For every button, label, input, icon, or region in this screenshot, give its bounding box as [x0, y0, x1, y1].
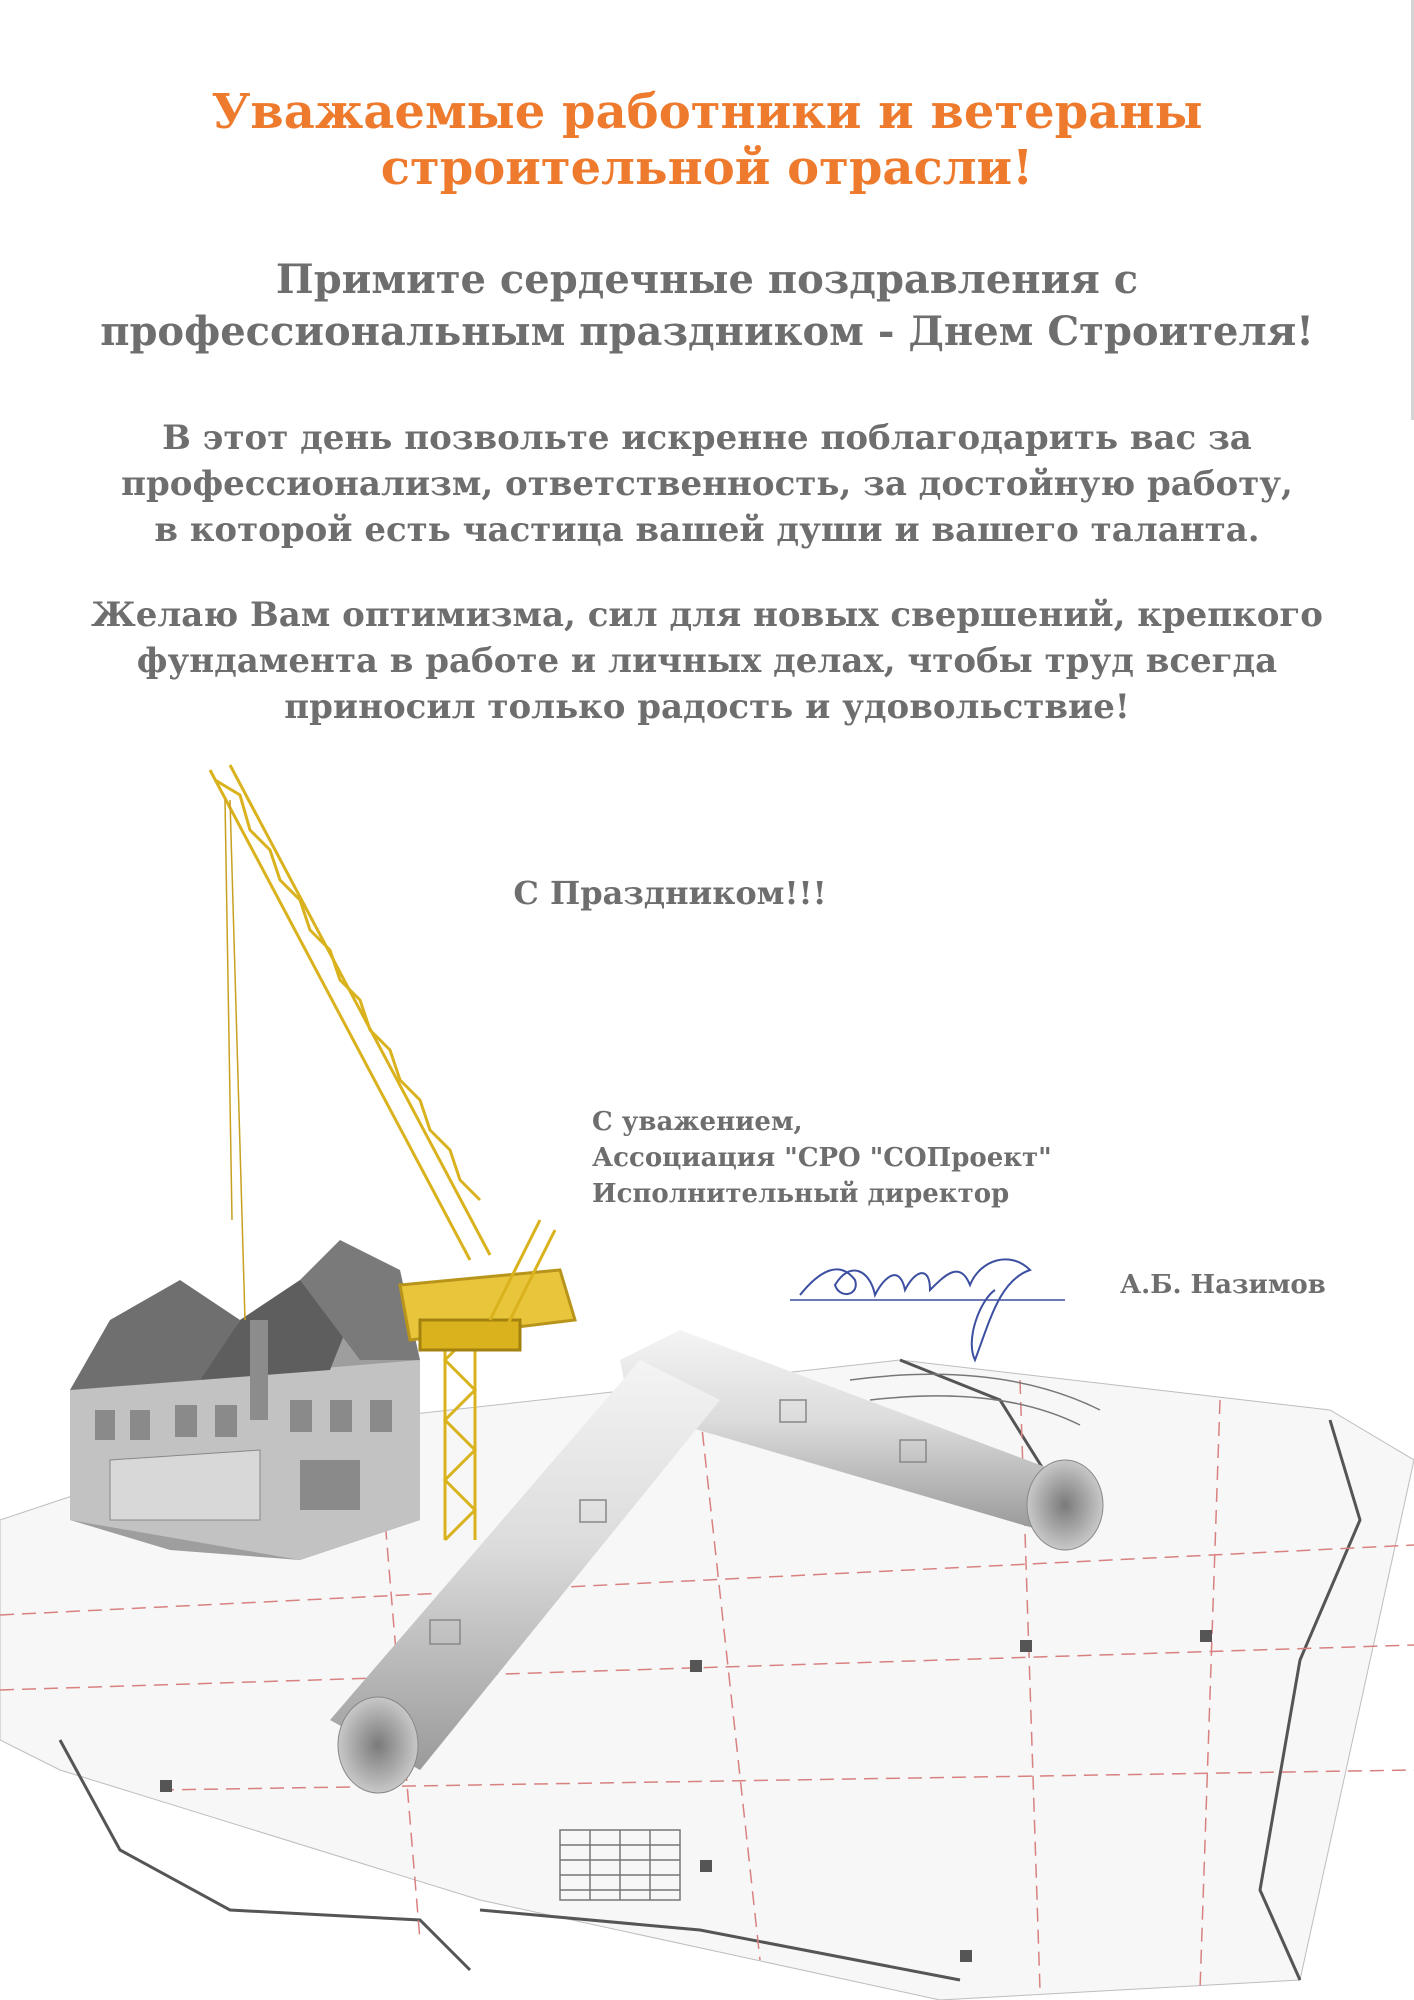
- congratulation-paragraph: [0, 254, 1414, 358]
- house-model-icon: [70, 1240, 420, 1560]
- wishes-line-1: Желаю Вам оптимизма, сил для новых свершений, крепкого: [91, 595, 1323, 635]
- thanks-line-2: профессионализм, ответственность, за достойную работу,: [121, 464, 1293, 504]
- handwritten-signature: [780, 1240, 1080, 1370]
- sign-off-line-1: С уважением,: [592, 1107, 803, 1137]
- title-line-1: Уважаемые работники и ветераны: [211, 84, 1203, 140]
- title-line-2: строительной отрасли!: [380, 140, 1034, 196]
- holiday-greeting: С Праздником!!!: [513, 874, 827, 912]
- thanks-line-1: В этот день позвольте искренне поблагодарить вас за: [162, 418, 1252, 458]
- congratulation-line-1: Примите сердечные поздравления с: [275, 256, 1139, 303]
- congratulation-line-2: профессиональным праздником - Днем Строителя!: [100, 308, 1314, 355]
- construction-illustration: [0, 760, 1414, 2000]
- page-title: [0, 84, 1414, 196]
- wishes-line-3: приносил только радость и удовольствие!: [284, 687, 1130, 727]
- wishes-paragraph: [0, 592, 1414, 730]
- wishes-line-2: фундамента в работе и личных делах, чтобы труд всегда: [136, 641, 1278, 681]
- thanks-line-3: в которой есть частица вашей души и вашего таланта.: [154, 510, 1260, 550]
- signer-name: А.Б. Назимов: [1120, 1270, 1326, 1300]
- sign-off-line-2: Ассоциация "СРО "СОПроект": [592, 1143, 1052, 1173]
- sign-off-block: [592, 1104, 1052, 1212]
- sign-off-line-3: Исполнительный директор: [592, 1179, 1010, 1209]
- thanks-paragraph: [0, 415, 1414, 553]
